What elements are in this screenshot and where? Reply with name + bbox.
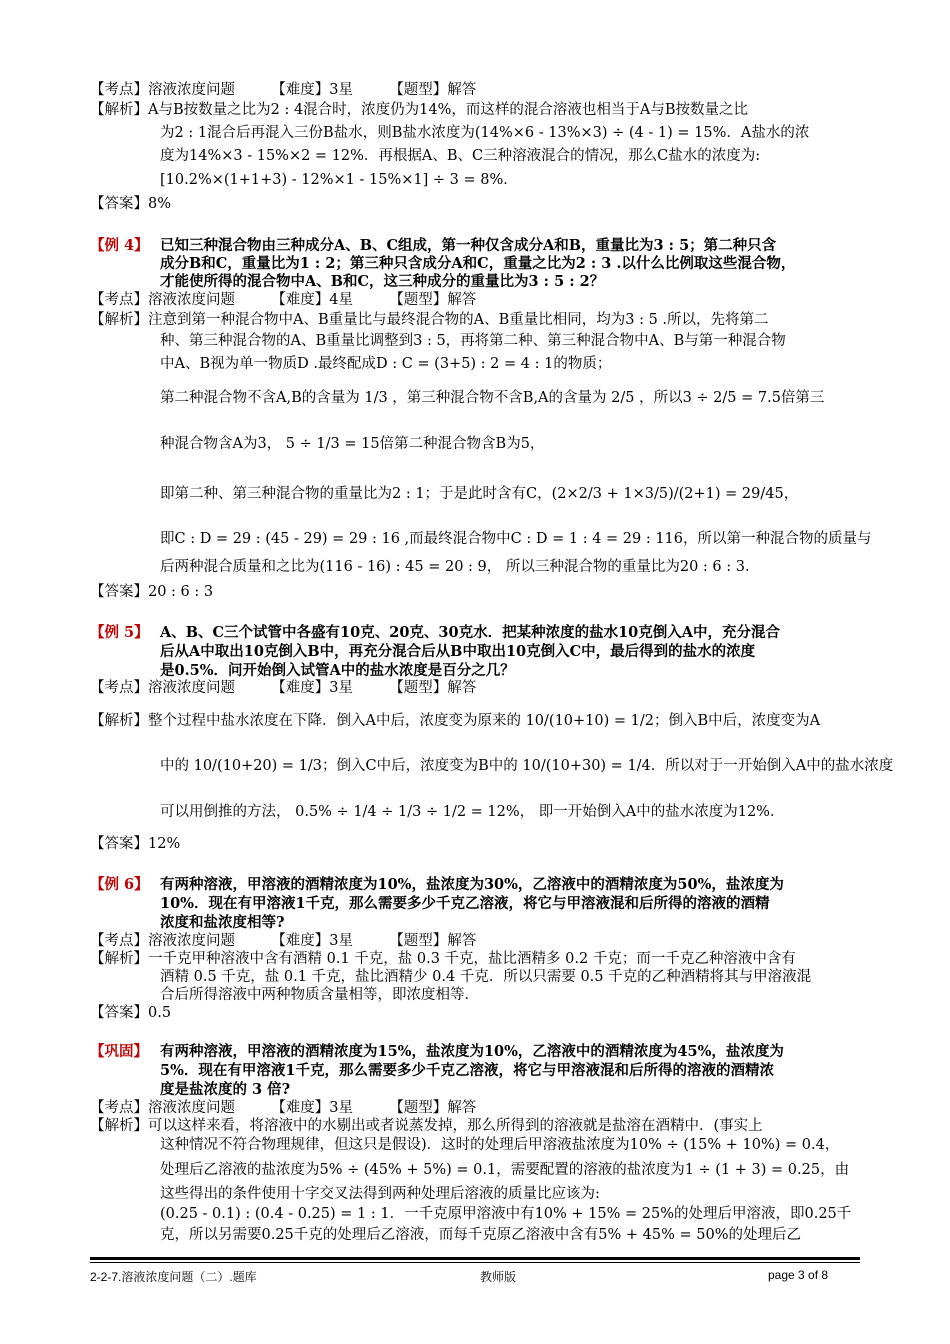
text-line: 为2 : 1混合后再混入三份B盐水，则B盐水浓度为(14%×6 - 13%×3) ÷ (4 - 1) = 15%．A盐水的浓: [160, 125, 810, 141]
text-line: 中的 10/(10+20) = 1/3；倒入C中后，浓度变为B中的 10/(10+30) = 1/4．所以对于一开始倒入A中的盐水浓度: [160, 758, 894, 774]
text-line: 酒精 0.5 千克，盐 0.1 千克，盐比酒精少 0.4 千克．所以只需要 0.5 千克的乙种酒精将其与甲溶液混: [160, 969, 812, 985]
text-line: 中A、B视为单一物质D .最终配成D : C = (3+5) : 2 = 4 : 1的物质；: [160, 356, 612, 372]
text-line: 合后所得溶液中两种物质含量相等，即浓度相等．: [160, 987, 479, 1003]
question-line: 有两种溶液，甲溶液的酒精浓度为10%，盐浓度为30%，乙溶液中的酒精浓度为50%，盐浓度为: [160, 876, 784, 893]
text-line: 度为14%×3 - 15%×2 = 12%．再根据A、B、C三种溶液混合的情况，那么C盐水的浓度为:: [160, 148, 761, 164]
text-line: 【考点】溶液浓度问题 【难度】3星 【题型】解答: [90, 82, 477, 98]
question-line: 才能使所得的混合物中A、B和C，这三种成分的重量比为3 : 5 : 2？: [160, 273, 605, 290]
example-label: 【例 6】: [90, 876, 149, 893]
question-line: 有两种溶液，甲溶液的酒精浓度为15%，盐浓度为10%，乙溶液中的酒精浓度为45%，盐浓度为: [160, 1043, 784, 1060]
text-line: 【解析】一千克甲种溶液中含有酒精 0.1 千克，盐 0.3 千克，盐比酒精多 0.2 千克；而一千克乙种溶液中含有: [90, 951, 796, 967]
question-line: 5%．现在有甲溶液1千克，那么需要多少千克乙溶液，将它与甲溶液混和后所得的溶液的酒精浓: [160, 1062, 774, 1079]
text-line: 种、第三种混合物的A、B重量比调整到3 : 5，再将第二种、第三种混合物中A、B与第一种混合物: [160, 333, 786, 349]
example-label: 【例 4】: [90, 237, 149, 254]
question-line: 已知三种混合物由三种成分A、B、C组成，第一种仅含成分A和B，重量比为3 : 5；第二种只含: [160, 237, 777, 254]
text-line: 第二种混合物不含A,B的含量为 1/3 ，第三种混合物不含B,A的含量为 2/5 ，所以3 ÷ 2/5 = 7.5倍第三: [160, 390, 825, 406]
text-line: 【考点】溶液浓度问题 【难度】3星 【题型】解答: [90, 933, 477, 949]
text-line: [10.2%×(1+1+3) - 12%×1 - 15%×1] ÷ 3 = 8%．: [160, 172, 518, 188]
answer-line: 【答案】8%: [90, 196, 172, 212]
text-line: 【考点】溶液浓度问题 【难度】4星 【题型】解答: [90, 292, 477, 308]
question-line: 度是盐浓度的 3 倍?: [160, 1081, 291, 1098]
text-line: 这些得出的条件使用十字交叉法得到两种处理后溶液的质量比应该为:: [160, 1186, 600, 1202]
text-line: 克，所以另需要0.25千克的处理后乙溶液，而每千克原乙溶液中含有5% + 45% = 50%的处理后乙: [160, 1227, 801, 1243]
text-line: 【考点】溶液浓度问题 【难度】3星 【题型】解答: [90, 680, 477, 696]
example-label: 【巩固】: [90, 1043, 148, 1060]
question-line: 是0.5%．问开始倒入试管A中的盐水浓度是百分之几？: [160, 662, 515, 679]
text-line: 即C : D = 29 : (45 - 29) = 29 : 16 ,而最终混合物中C : D = 1 : 4 = 29 : 116，所以第一种混合物的质量与: [160, 531, 872, 547]
answer-line: 【答案】0.5: [90, 1005, 172, 1021]
text-line: 【考点】溶液浓度问题 【难度】3星 【题型】解答: [90, 1100, 477, 1116]
answer-line: 【答案】12%: [90, 836, 181, 852]
footer-edition: 教师版: [480, 1270, 517, 1284]
text-line: 即第二种、第三种混合物的重量比为2 : 1；于是此时含有C，(2×2/3 + 1×3/5)/(2+1) = 29/45，: [160, 486, 799, 502]
text-line: 处理后乙溶液的盐浓度为5% ÷ (45% + 5%) = 0.1，需要配置的溶液的盐浓度为1 ÷ (1 + 3) = 0.25，由: [160, 1162, 850, 1178]
question-line: 后从A中取出10克倒入B中，再充分混合后从B中取出10克倒入C中，最后得到的盐水的浓度: [160, 643, 756, 660]
text-line: 【解析】注意到第一种混合物中A、B重量比与最终混合物的A、B重量比相同，均为3 : 5 .所以，先将第二: [90, 312, 769, 328]
text-line: 这种情况不符合物理规律，但这只是假设)．这时的处理后甲溶液盐浓度为10% ÷ (15% + 10%) = 0.4，: [160, 1137, 840, 1153]
text-line: 【解析】整个过程中盐水浓度在下降．倒入A中后，浓度变为原来的 10/(10+10) = 1/2；倒入B中后，浓度变为A: [90, 713, 821, 729]
text-line: 后两种混合质量和之比为(116 - 16) : 45 = 20 : 9， 所以三种混合物的重量比为20 : 6 : 3．: [160, 559, 760, 575]
example-label: 【例 5】: [90, 624, 149, 641]
text-line: 【解析】A与B按数量之比为2 : 4混合时，浓度仍为14%，而这样的混合溶液也相当于A与B按数量之比: [90, 102, 749, 118]
footer-rule-thin: [90, 1262, 860, 1263]
footer-title: 2-2-7.溶液浓度问题（二）.题库: [90, 1270, 257, 1284]
footer-page-number: page 3 of 8: [768, 1268, 829, 1282]
question-line: 成分B和C，重量比为1 : 2；第三种只含成分A和C，重量之比为2 : 3 .以什么比例取这些混合物，: [160, 255, 796, 272]
footer-rule: [90, 1257, 860, 1260]
question-line: A、B、C三个试管中各盛有10克、20克、30克水．把某种浓度的盐水10克倒入A中，充分混合: [160, 624, 781, 641]
text-line: 种混合物含A为3， 5 ÷ 1/3 = 15倍第二种混合物含B为5，: [160, 436, 545, 452]
text-line: (0.25 - 0.1) : (0.4 - 0.25) = 1 : 1．一千克原甲溶液中有10% + 15% = 25%的处理后甲溶液，即0.25千: [160, 1206, 852, 1222]
text-line: 可以用倒推的方法， 0.5% ÷ 1/4 ÷ 1/3 ÷ 1/2 = 12%， 即一开始倒入A中的盐水浓度为12%．: [160, 804, 785, 820]
answer-line: 【答案】20 : 6 : 3: [90, 584, 214, 600]
text-line: 【解析】可以这样来看，将溶液中的水剔出或者说蒸发掉，那么所得到的溶液就是盐溶在酒精中．(事实上: [90, 1118, 763, 1134]
question-line: 10%．现在有甲溶液1千克，那么需要多少千克乙溶液，将它与甲溶液混和后所得的溶液的酒精: [160, 895, 770, 912]
question-line: 浓度和盐浓度相等?: [160, 914, 285, 931]
